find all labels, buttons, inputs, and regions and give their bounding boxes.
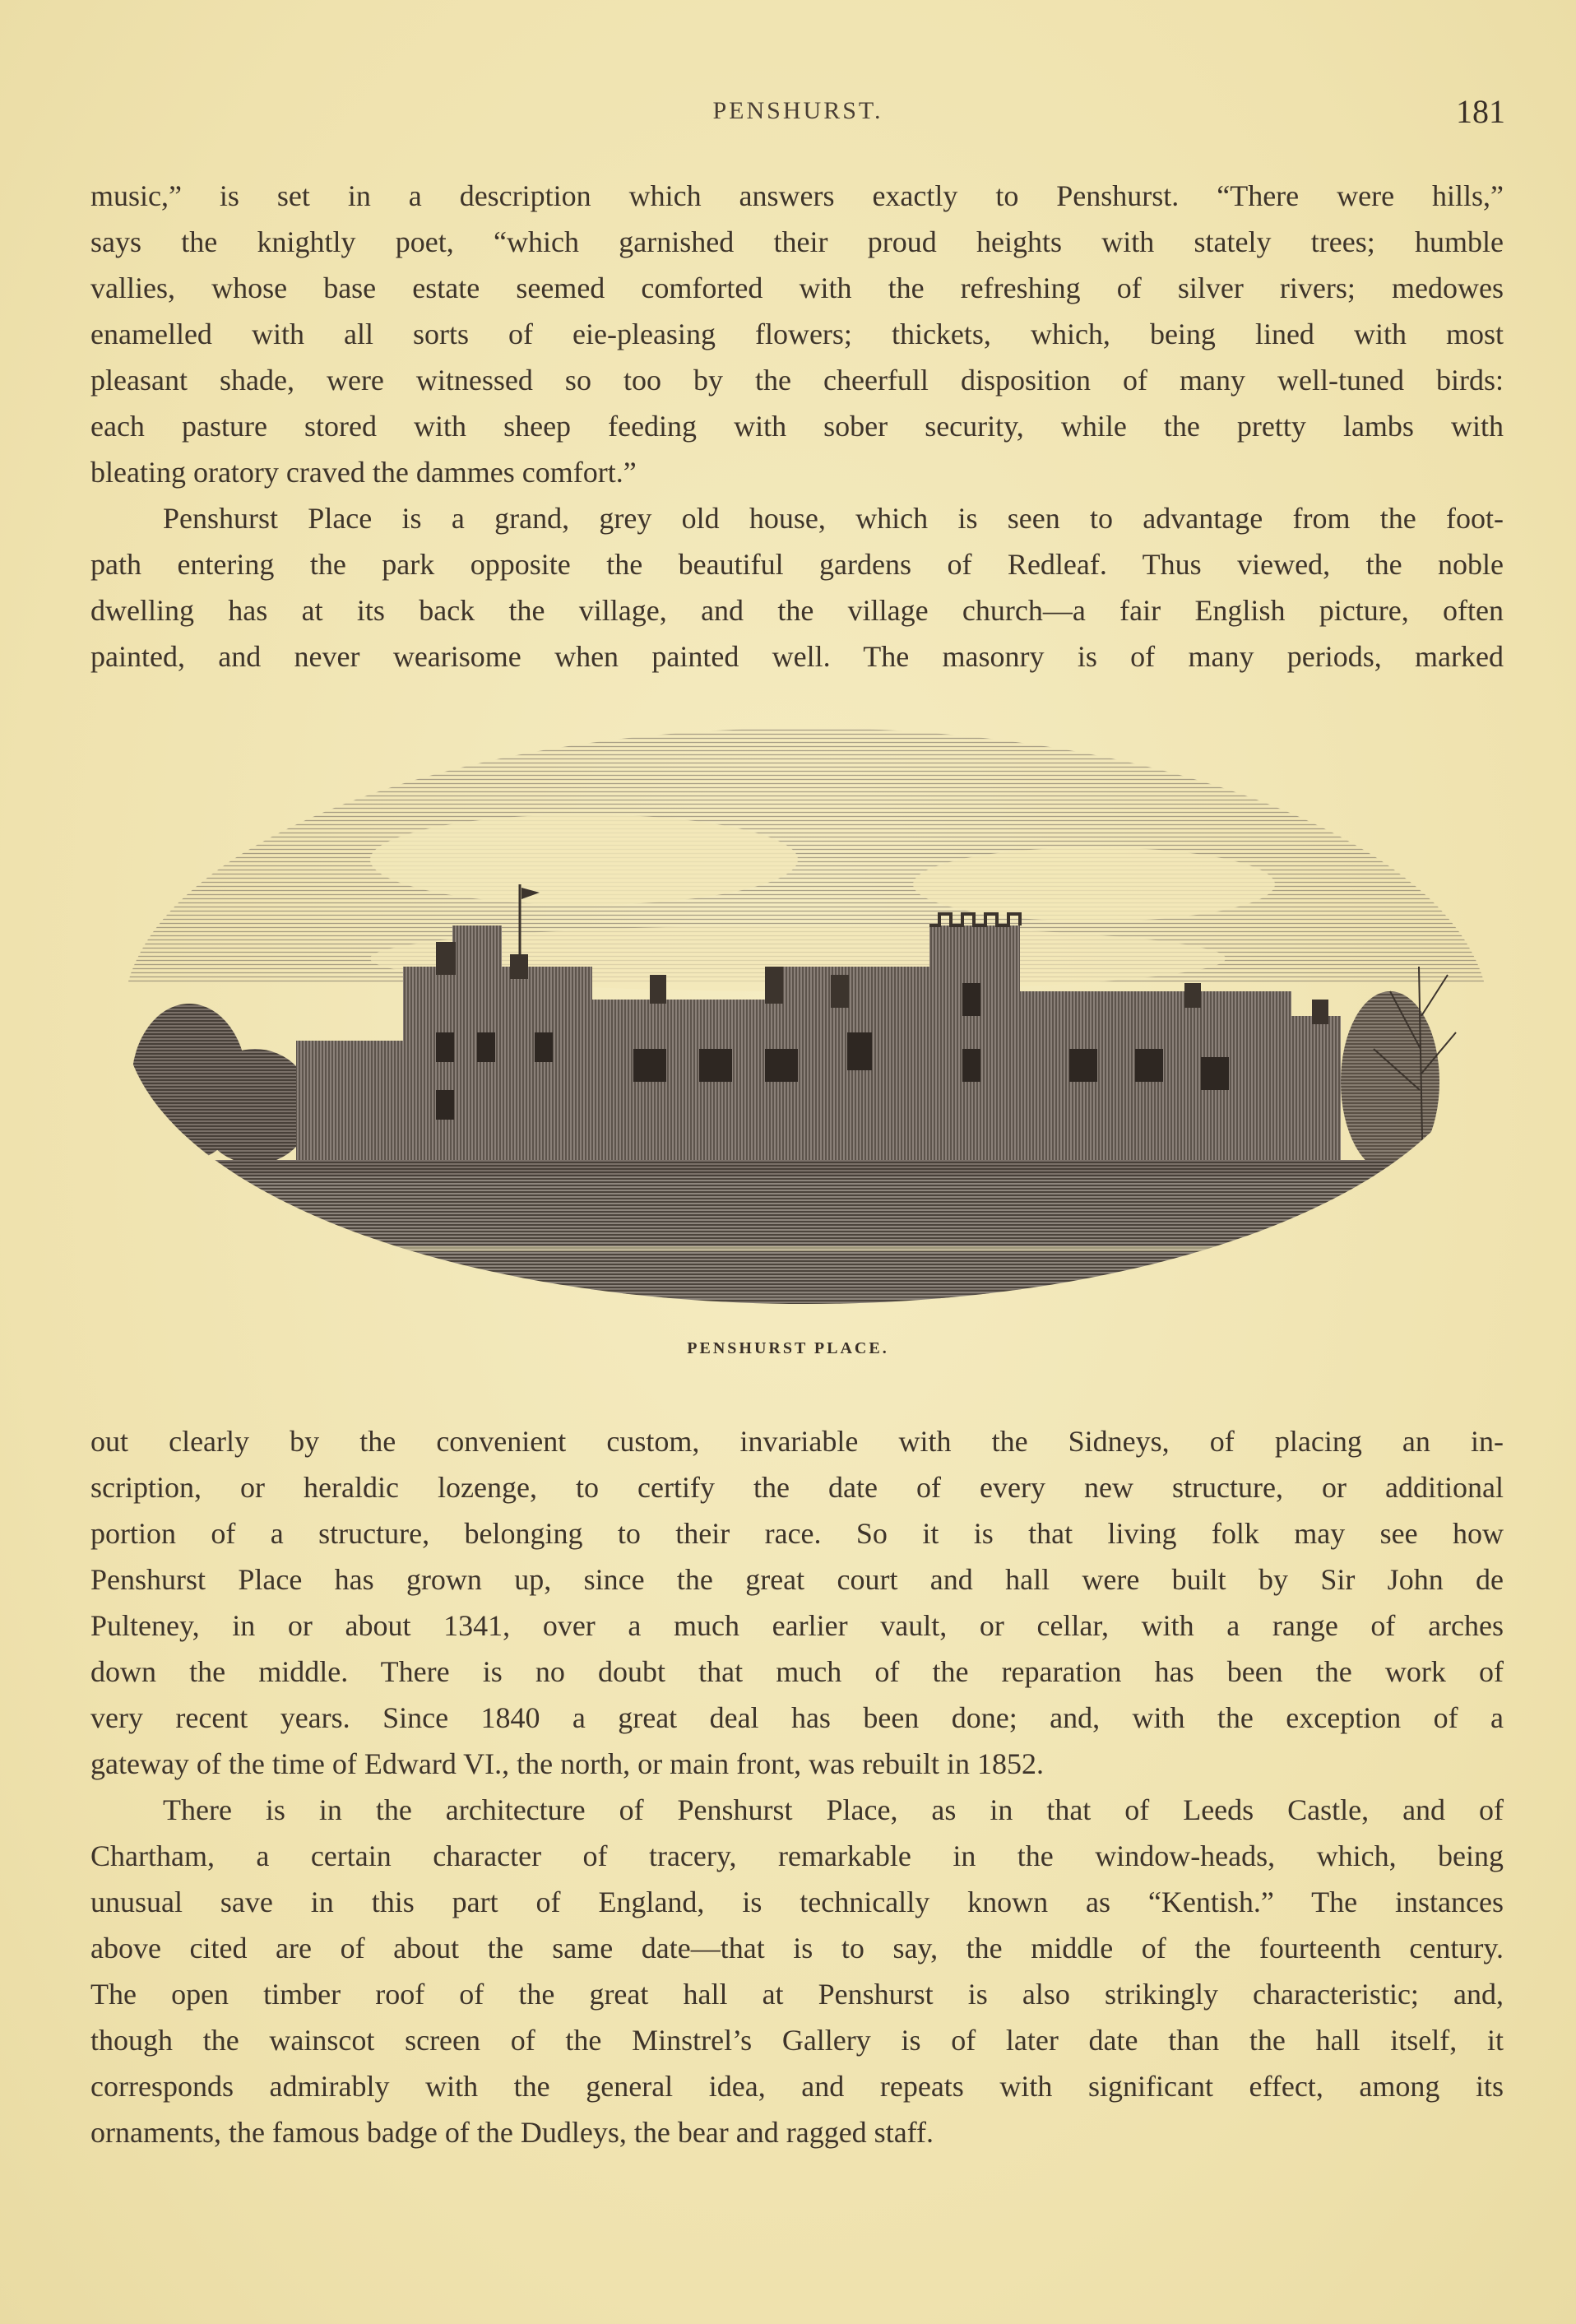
text-line: says the knightly poet, “which garnished their proud heights with stately trees; humble — [90, 225, 1504, 258]
text-line: bleating oratory craved the dammes comfort.” — [90, 456, 637, 489]
text-line: very recent years. Since 1840 a great deal has been done; and, with the exception of a — [90, 1701, 1504, 1734]
text-line: down the middle. There is no doubt that much of the reparation has been the work of — [90, 1655, 1504, 1688]
text-line: vallies, whose base estate seemed comforted with the refreshing of silver rivers; medowes — [90, 271, 1504, 304]
text-line: each pasture stored with sheep feeding with sober security, while the pretty lambs with — [90, 410, 1504, 443]
text-line: Penshurst Place has grown up, since the great court and hall were built by Sir John de — [90, 1563, 1504, 1596]
text-line: path entering the park opposite the beautiful gardens of Redleaf. Thus viewed, the noble — [90, 548, 1504, 581]
text-line: scription, or heraldic lozenge, to certify the date of every new structure, or additional — [90, 1471, 1504, 1504]
page-number: 181 — [1456, 93, 1505, 130]
text-line: Penshurst Place is a grand, grey old house, which is seen to advantage from the foot- — [163, 502, 1504, 535]
figure-caption: PENSHURST PLACE. — [687, 1339, 889, 1357]
text-line: unusual save in this part of England, is technically known as “Kentish.” The instances — [90, 1886, 1504, 1918]
text-line: There is in the architecture of Penshurst Place, as in that of Leeds Castle, and of — [163, 1793, 1504, 1826]
text-line: Pulteney, in or about 1341, over a much earlier vault, or cellar, with a range of arches — [90, 1609, 1504, 1642]
text-line: Chartham, a certain character of tracery, remarkable in the window-heads, which, being — [90, 1839, 1504, 1872]
text-block-top — [90, 173, 1504, 680]
text-line: painted, and never wearisome when painted well. The masonry is of many periods, marked — [90, 640, 1504, 673]
page-header — [90, 92, 1505, 141]
text-line: portion of a structure, belonging to their race. So it is that living folk may see how — [90, 1517, 1504, 1550]
text-line: above cited are of about the same date—that is to say, the middle of the fourteenth century. — [90, 1932, 1504, 1964]
text-line: music,” is set in a description which answers exactly to Penshurst. “There were hills,” — [90, 179, 1504, 212]
engraving-penshurst-place — [123, 720, 1489, 1329]
text-line: ornaments, the famous badge of the Dudleys, the bear and ragged staff. — [90, 2116, 934, 2149]
text-line: out clearly by the convenient custom, invariable with the Sidneys, of placing an in- — [90, 1425, 1504, 1458]
text-line: The open timber roof of the great hall at Penshurst is also strikingly characteristic; and, — [90, 1978, 1504, 2011]
text-line: pleasant shade, were witnessed so too by the cheerfull disposition of many well-tuned birds: — [90, 364, 1504, 397]
text-line: enamelled with all sorts of eie-pleasing flowers; thickets, which, being lined with most — [90, 318, 1504, 350]
text-line: corresponds admirably with the general idea, and repeats with significant effect, among its — [90, 2070, 1504, 2103]
text-block-bottom — [90, 1418, 1504, 2155]
text-line: dwelling has at its back the village, and the village church—a fair English picture, often — [90, 594, 1504, 627]
text-line: gateway of the time of Edward VI., the north, or main front, was rebuilt in 1852. — [90, 1747, 1045, 1780]
running-title: PENSHURST. — [712, 97, 883, 124]
text-line: though the wainscot screen of the Minstrel’s Gallery is of later date than the hall itself, it — [90, 2024, 1504, 2057]
